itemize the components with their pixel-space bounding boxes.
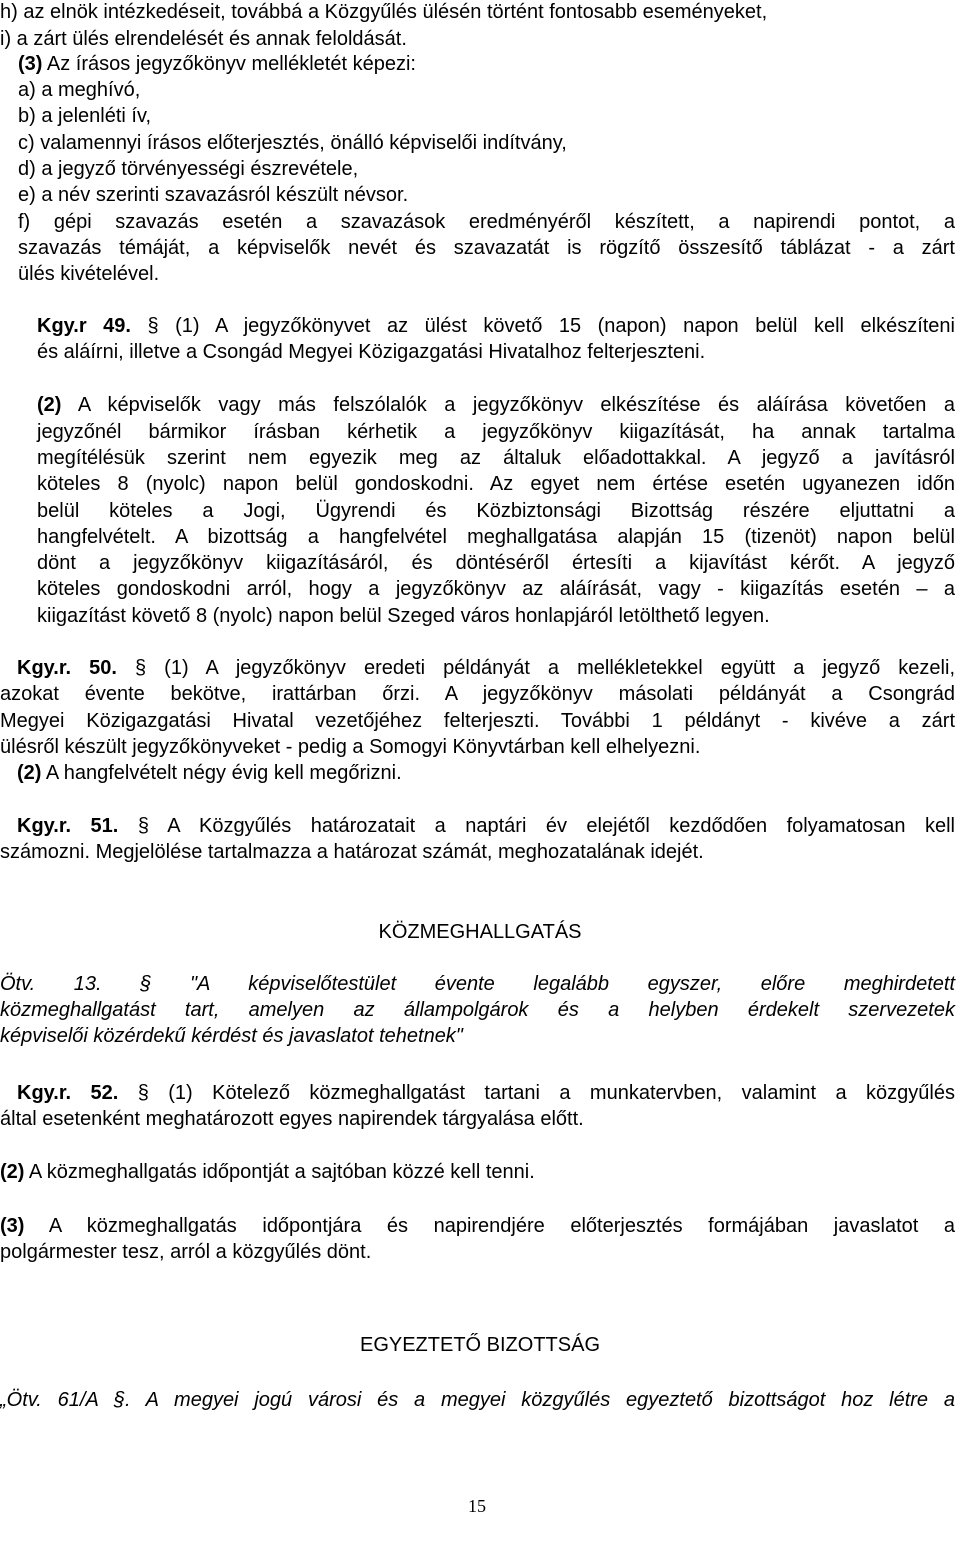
line-text: közmeghallgatást tart, amelyen az állampolgárok és a helyben érdekelt szervezetek (0, 999, 955, 1021)
text-line (0, 1160, 535, 1184)
text-line (37, 420, 955, 444)
bold-label: (3) (0, 1215, 25, 1237)
bold-label: Kgy.r. 50. (17, 657, 117, 679)
line-text: EGYEZTETŐ BIZOTTSÁG (359, 1334, 601, 1356)
text-line (0, 1240, 371, 1264)
text-line (0, 1107, 584, 1131)
text-line (0, 682, 955, 706)
line-text: A közmeghallgatás időpontját a sajtóban közzé kell tenni. (24, 1161, 535, 1183)
line-text: d) a jegyző törvényességi észrevétele, (18, 158, 359, 180)
text-line (17, 761, 402, 785)
text-line (18, 183, 408, 207)
line-text: § (1) A jegyzőkönyvet az ülést követő 15 (napon) napon belül kell elkészíteni (130, 315, 955, 337)
line-text: a) a meghívó, (18, 79, 141, 101)
line-text: c) valamennyi írásos előterjesztés, önálló képviselői indítvány, (18, 132, 567, 154)
line-text: § (1) Kötelező közmeghallgatást tartani a munkatervben, valamint a közgyűlés (118, 1082, 955, 1104)
text-line (17, 656, 955, 680)
line-text: § (1) A jegyzőkönyv eredeti példányát a mellékletekkel együtt a jegyző kezeli, (116, 657, 956, 679)
line-text: szavazás témáját, a képviselők nevét és szavazatát is rögzítő összesítő táblázat - a zárt (18, 237, 955, 259)
text-line (18, 131, 567, 155)
text-line (0, 27, 407, 51)
text-line (0, 735, 700, 759)
line-text: f) gépi szavazás esetén a szavazások eredményéről készített, a napirendi pontot, a (18, 211, 955, 233)
line-text: A képviselők vagy más felszólalók a jegyzőkönyv elkészítése és aláírása követően a (61, 394, 955, 416)
line-text: számozni. Megjelölése tartalmazza a határozat számát, meghozatalának idejét. (0, 841, 704, 863)
line-text: által esetenként meghatározott egyes napirendek tárgyalása előtt. (0, 1108, 584, 1130)
text-line (17, 1081, 955, 1105)
bold-label: (2) (37, 394, 62, 416)
line-text: köteles gondoskodni arról, hogy a jegyzőkönyv az aláírását, vagy - kiigazítás esetén – a (37, 578, 955, 600)
line-text: hangfelvételt. A bizottság a hangfelvétel meghallgatása alapján 15 (tizenöt) napon belül (37, 526, 955, 548)
line-text: Ötv. 13. § "A képviselőtestület évente legalább egyszer, előre meghirdetett (0, 973, 955, 995)
text-line (37, 499, 955, 523)
text-line (37, 314, 955, 338)
text-line (0, 972, 955, 996)
line-text: ülés kivételével. (18, 263, 160, 285)
line-text: polgármester tesz, arról a közgyűlés dönt. (0, 1241, 372, 1263)
section-heading (0, 920, 960, 944)
line-text: képviselői közérdekű kérdést és javaslatot tehetnek" (0, 1025, 463, 1047)
line-text: kiigazítást követő 8 (nyolc) napon belül Szeged város honlapjáról letölthető legyen. (37, 605, 770, 627)
text-line (37, 472, 955, 496)
line-text: b) a jelenléti ív, (18, 105, 152, 127)
text-line (37, 551, 955, 575)
line-text: és aláírni, illetve a Csongád Megyei Közigazgatási Hivatalhoz felterjeszteni. (37, 341, 706, 363)
line-text: A hangfelvételt négy évig kell megőrizni. (41, 762, 402, 784)
page-number: 15 (468, 1496, 486, 1516)
line-text: „Ötv. 61/A §. A megyei jogú városi és a megyei közgyűlés egyeztető bizottságot hoz létre a (0, 1389, 955, 1411)
line-text: megítélésük szerint nem egyezik meg az általuk előadottakkal. A jegyző a javításról (37, 447, 955, 469)
bold-label: Kgy.r 49. (37, 315, 131, 337)
line-text: i) a zárt ülés elrendelését és annak feloldását. (0, 28, 407, 50)
line-text: e) a név szerinti szavazásról készült névsor. (18, 184, 409, 206)
line-text: ülésről készült jegyzőkönyveket - pedig a Somogyi Könyvtárban kell elhelyezni. (0, 736, 701, 758)
bold-label: Kgy.r. 52. (17, 1082, 119, 1104)
text-line (37, 577, 955, 601)
text-line (18, 104, 151, 128)
line-text: KÖZMEGHALLGATÁS (378, 921, 582, 943)
line-text: A közmeghallgatás időpontjára és napirendjére előterjesztés formájában javaslatot a (24, 1215, 955, 1237)
line-text: azokat évente bekötve, irattárban őrzi. A jegyzőkönyv másolati példányát a Csongrád (0, 683, 955, 705)
bold-label: (2) (0, 1161, 25, 1183)
line-text: § A Közgyűlés határozatait a naptári év elejétől kezdődően folyamatosan kell (118, 815, 955, 837)
text-line (37, 340, 705, 364)
text-line (0, 0, 767, 24)
line-text: Megyei Közigazgatási Hivatal vezetőjéhez felterjeszti. További 1 példányt - kivéve a zárt (0, 710, 955, 732)
section-heading (0, 1333, 960, 1357)
text-line (0, 1214, 955, 1238)
text-line (18, 52, 416, 76)
bold-label: (3) (18, 53, 43, 75)
text-line (17, 814, 955, 838)
text-line (37, 525, 955, 549)
line-text: Az írásos jegyzőkönyv mellékletét képezi: (42, 53, 416, 75)
text-line (0, 1024, 463, 1048)
line-text: jegyzőnél bármikor írásban kérhetik a jegyzőkönyv kiigazítását, ha annak tartalma (37, 421, 955, 443)
line-text: h) az elnök intézkedéseit, továbbá a Közgyűlés ülésén történt fontosabb eseményeket, (0, 1, 768, 23)
text-line (18, 262, 159, 286)
text-line (0, 998, 955, 1022)
line-text: belül köteles a Jogi, Ügyrendi és Közbiztonsági Bizottság részére eljuttatni a (37, 500, 955, 522)
text-line (18, 236, 955, 260)
text-line (18, 78, 140, 102)
text-line (0, 840, 704, 864)
bold-label: Kgy.r. 51. (17, 815, 119, 837)
text-line (37, 393, 955, 417)
text-line (18, 157, 358, 181)
text-line (18, 210, 955, 234)
text-line (0, 709, 955, 733)
text-line (0, 1388, 955, 1412)
line-text: dönt a jegyzőkönyv kiigazításáról, és döntéséről értesíti a kijavítást kérőt. A jegyző (37, 552, 955, 574)
line-text: köteles 8 (nyolc) napon belül gondoskodni. Az egyet nem értése esetén ugyanezen időn (37, 473, 955, 495)
bold-label: (2) (17, 762, 42, 784)
text-line (37, 604, 770, 628)
text-line (37, 446, 955, 470)
